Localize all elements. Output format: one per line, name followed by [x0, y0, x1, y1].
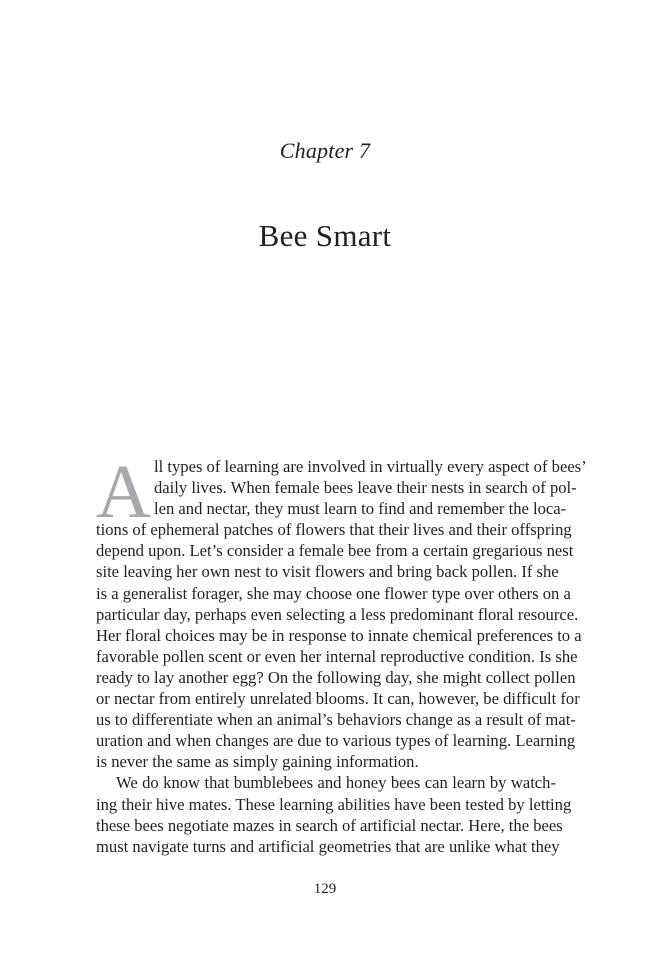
text-line: uration and when changes are due to various types of learning. Learning	[96, 731, 576, 751]
drop-cap: A	[96, 450, 151, 534]
text-line: these bees negotiate mazes in search of artificial nectar. Here, the bees	[96, 815, 563, 835]
chapter-label: Chapter 7	[279, 138, 371, 163]
text-line: ing their hive mates. These learning abilities have been tested by letting	[96, 794, 572, 814]
text-line: or nectar from entirely unrelated blooms. It can, however, be difficult for	[96, 689, 580, 709]
text-line: Her floral choices may be in response to innate chemical preferences to a	[96, 625, 582, 645]
page-number: 129	[313, 881, 337, 897]
text-line: ready to lay another egg? On the following day, she might collect pollen	[96, 667, 576, 687]
text-line: us to differentiate when an animal’s behaviors change as a result of mat-	[96, 710, 576, 730]
chapter-title: Bee Smart	[258, 218, 392, 253]
text-line: We do know that bumblebees and honey bees can learn by watch-	[116, 773, 556, 793]
text-line: is never the same as simply gaining information.	[96, 752, 419, 772]
text-line: depend upon. Let’s consider a female bee from a certain gregarious nest	[96, 541, 574, 561]
text-line: len and nectar, they must learn to find and remember the loca-	[154, 499, 567, 519]
text-line: daily lives. When female bees leave their nests in search of pol-	[154, 478, 577, 498]
body-text	[96, 450, 587, 857]
text-line: particular day, perhaps even selecting a less predominant floral resource.	[96, 604, 579, 624]
text-line: ll types of learning are involved in virtually every aspect of bees’	[154, 457, 587, 476]
text-line: must navigate turns and artificial geometries that are unlike what they	[96, 836, 560, 856]
text-line: is a generalist forager, she may choose one flower type over others on a	[96, 583, 571, 603]
text-line: site leaving her own nest to visit flowers and bring back pollen. If she	[96, 562, 559, 582]
text-line: tions of ephemeral patches of flowers that their lives and their offspring	[96, 520, 572, 540]
text-line: favorable pollen scent or even her internal reproductive condition. Is she	[96, 646, 578, 666]
